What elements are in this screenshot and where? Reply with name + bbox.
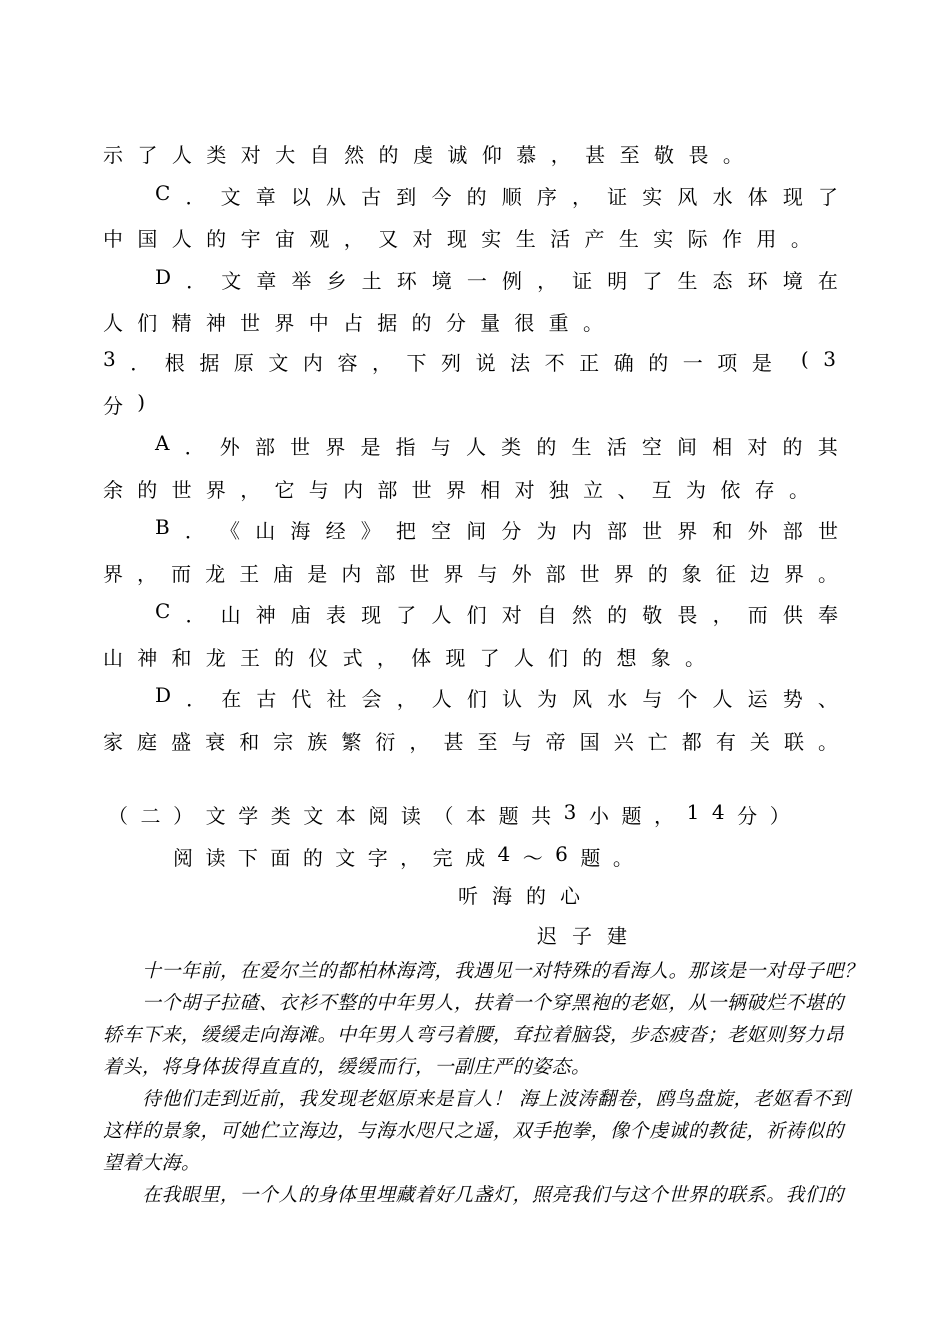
option-c-line-2: 中 国 人 的 宇 宙 观 ， 又 对 现 实 生 活 产 生 实 际 作 用 。	[103, 227, 811, 251]
story-paragraph-2-line-3: 着头，将身体拔得直直的，缓缓而行，一副庄严的姿态。	[103, 1056, 591, 1078]
q3-option-a-line-2: 余 的 世 界 ， 它 与 内 部 世 界 相 对 独 立 、 互 为 依 存 。	[103, 478, 809, 502]
option-c-line-1: C ． 文 章 以 从 古 到 今 的 顺 序 ， 证 实 风 水 体 现 了	[155, 181, 838, 209]
story-paragraph-3-line-3: 望着大海。	[103, 1152, 201, 1174]
question-3-score: 分 )	[103, 390, 145, 418]
q3-option-b-line-1: B ． 《 山 海 经 》 把 空 间 分 为 内 部 世 界 和 外 部 世	[155, 515, 838, 543]
option-d-line-2: 人 们 精 神 世 界 中 占 据 的 分 量 很 重 。	[103, 311, 603, 335]
story-paragraph-4-line-1: 在我眼里，一个人的身体里埋藏着好几盏灯，照亮我们与这个世界的联系。我们的	[142, 1184, 845, 1206]
story-paragraph-2-line-1: 一个胡子拉碴、衣衫不整的中年男人，扶着一个穿黑袍的老妪，从一辆破烂不堪的	[142, 992, 845, 1014]
q3-option-d-line-2: 家 庭 盛 衰 和 宗 族 繁 衍 ， 甚 至 与 帝 国 兴 亡 都 有 关 联 。	[103, 730, 838, 754]
q3-option-d-line-1: D ． 在 古 代 社 会 ， 人 们 认 为 风 水 与 个 人 运 势 、	[155, 683, 838, 711]
reading-instruction: 阅 读 下 面 的 文 字 ， 完 成 4 ～ 6 题 。	[173, 842, 633, 870]
text-line-1: 示 了 人 类 对 大 自 然 的 虔 诚 仰 慕 ， 甚 至 敬 畏 。	[103, 143, 743, 167]
section-heading: （ 二 ） 文 学 类 文 本 阅 读 （ 本 题 共 3 小 题 ， 1 4 分 ）	[108, 800, 790, 828]
question-3-stem: 3 ． 根 据 原 文 内 容 ， 下 列 说 法 不 正 确 的 一 项 是 ( 3	[103, 347, 836, 375]
story-paragraph-2-line-2: 轿车下来，缓缓走向海滩。中年男人弯弓着腰，耷拉着脑袋，步态疲沓；老妪则努力昂	[103, 1024, 845, 1046]
q3-option-b-line-2: 界 ， 而 龙 王 庙 是 内 部 世 界 与 外 部 世 界 的 象 征 边 界 。	[103, 562, 838, 586]
q3-option-a-line-1: A ． 外 部 世 界 是 指 与 人 类 的 生 活 空 间 相 对 的 其	[155, 431, 838, 459]
story-paragraph-3-line-2: 这样的景象，可她伫立海边，与海水咫尺之遥，双手抱拳，像个虔诚的教徒，祈祷似的	[103, 1120, 845, 1142]
option-d-line-1: D ． 文 章 举 乡 土 环 境 一 例 ， 证 明 了 生 态 环 境 在	[155, 265, 838, 293]
story-title: 听 海 的 心	[458, 884, 580, 908]
q3-option-c-line-1: C ． 山 神 庙 表 现 了 人 们 对 自 然 的 敬 畏 ， 而 供 奉	[155, 599, 838, 627]
story-paragraph-1: 十一年前，在爱尔兰的都柏林海湾，我遇见一对特殊的看海人。那该是一对母子吧？	[142, 960, 864, 982]
story-paragraph-3-line-1: 待他们走到近前，我发现老妪原来是盲人！ 海上波涛翻卷，鸥鸟盘旋，老妪看不到	[142, 1088, 851, 1110]
story-author: 迟 子 建	[537, 924, 627, 948]
q3-option-c-line-2: 山 神 和 龙 王 的 仪 式 ， 体 现 了 人 们 的 想 象 。	[103, 646, 705, 670]
